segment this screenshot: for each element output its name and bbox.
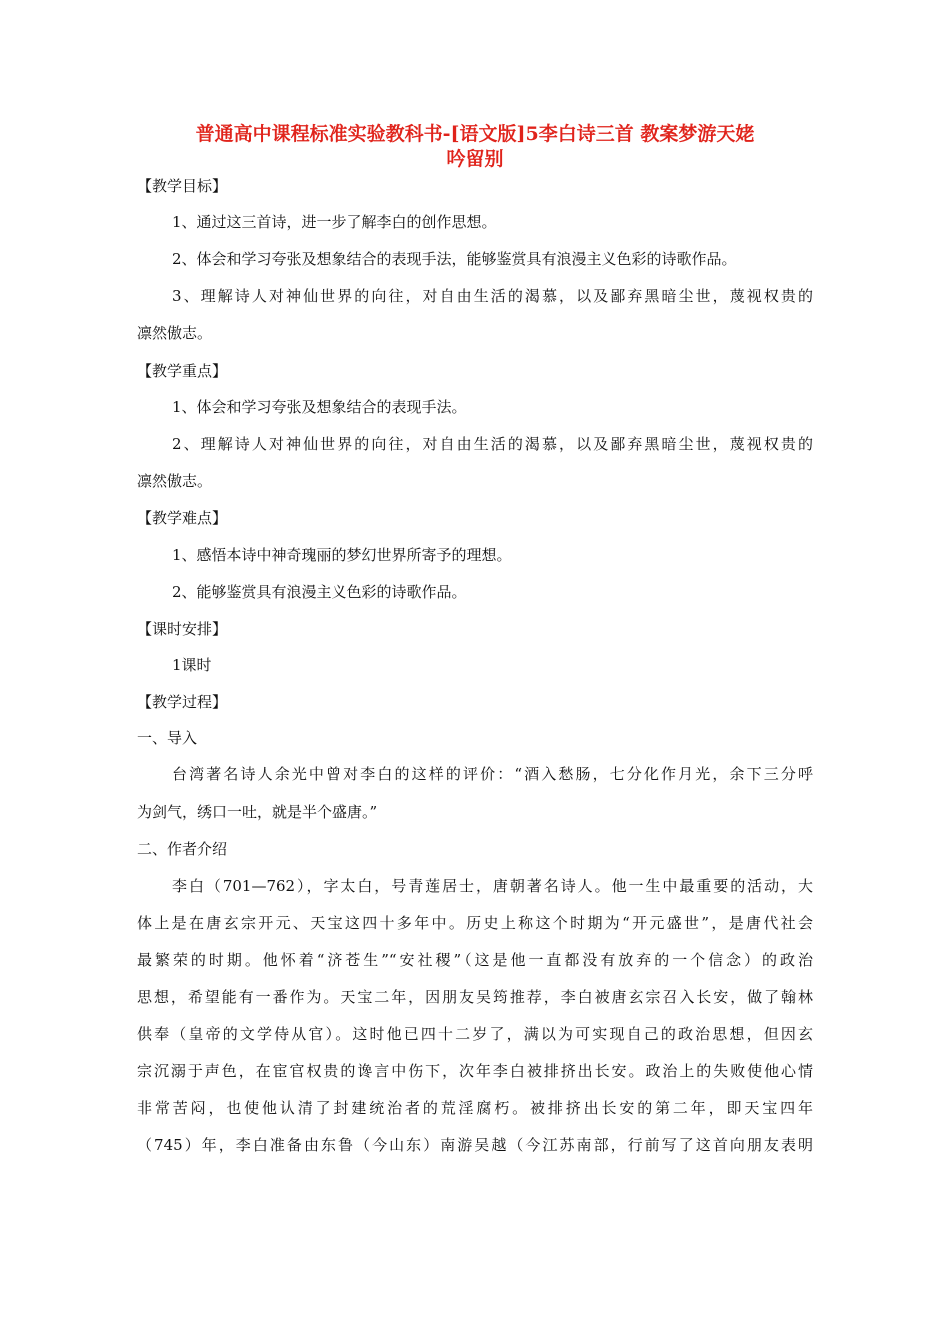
key-point-item-2-line-1: 2、理解诗人对神仙世界的向往，对自由生活的渴慕，以及鄙弃黑暗尘世，蔑视权贵的 [172, 435, 813, 453]
author-paragraph-line: 思想，希望能有一番作为。天宝二年，因朋友吴筠推荐，李白被唐玄宗召入长安，做了翰林 [137, 988, 813, 1006]
section-heading-process: 【教学过程】 [137, 693, 228, 711]
author-paragraph-line: 体上是在唐玄宗开元、天宝这四十多年中。历史上称这个时期为“开元盛世”，是唐代社会 [137, 914, 813, 932]
title-line-1: 普通高中课程标准实验教科书-[语文版]5李白诗三首 教案梦游天姥 [195, 123, 755, 145]
difficulty-item-2: 2、能够鉴赏具有浪漫主义色彩的诗歌作品。 [172, 583, 467, 601]
process-intro-line-2: 为剑气，绣口一吐，就是半个盛唐。” [137, 803, 378, 821]
goal-item-3-line-1: 3、理解诗人对神仙世界的向往，对自由生活的渴慕，以及鄙弃黑暗尘世，蔑视权贵的 [172, 287, 813, 305]
author-paragraph-line: 宗沉溺于声色，在宦官权贵的谗言中伤下，次年李白被排挤出长安。政治上的失败使他心情 [137, 1062, 813, 1080]
author-paragraph-line: （745）年，李白准备由东鲁（今山东）南游吴越（今江苏南部，行前写了这首向朋友表明 [137, 1136, 813, 1154]
section-heading-key-points: 【教学重点】 [137, 362, 228, 380]
key-point-item-2-line-2: 凛然傲志。 [137, 472, 213, 490]
title-line-2: 吟留别 [446, 148, 504, 170]
section-heading-schedule: 【课时安排】 [137, 620, 228, 638]
section-heading-difficulties: 【教学难点】 [137, 509, 228, 527]
goal-item-2: 2、体会和学习夸张及想象结合的表现手法，能够鉴赏具有浪漫主义色彩的诗歌作品。 [172, 250, 737, 268]
key-point-item-1: 1、体会和学习夸张及想象结合的表现手法。 [172, 398, 467, 416]
document-title [120, 122, 830, 172]
author-paragraph-line: 非常苦闷，也使他认清了封建统治者的荒淫腐朽。被排挤出长安的第二年，即天宝四年 [137, 1099, 813, 1117]
schedule-value: 1课时 [172, 656, 212, 674]
process-author-heading: 二、作者介绍 [137, 840, 228, 858]
section-heading-goals: 【教学目标】 [137, 177, 228, 195]
difficulty-item-1: 1、感悟本诗中神奇瑰丽的梦幻世界所寄予的理想。 [172, 546, 512, 564]
author-paragraph-line: 供奉（皇帝的文学侍从官）。这时他已四十二岁了，满以为可实现自己的政治思想，但因玄 [137, 1025, 813, 1043]
goal-item-1: 1、通过这三首诗，进一步了解李白的创作思想。 [172, 213, 497, 231]
author-paragraph-line: 最繁荣的时期。他怀着“济苍生”“安社稷”（这是他一直都没有放弃的一个信念）的政治 [137, 951, 813, 969]
process-intro-heading: 一、导入 [137, 729, 198, 747]
process-intro-line-1: 台湾著名诗人余光中曾对李白的这样的评价：“酒入愁肠，七分化作月光，余下三分呼 [172, 765, 813, 783]
goal-item-3-line-2: 凛然傲志。 [137, 324, 213, 342]
author-paragraph-line: 李白（701—762），字太白，号青莲居士，唐朝著名诗人。他一生中最重要的活动，大 [172, 877, 813, 895]
